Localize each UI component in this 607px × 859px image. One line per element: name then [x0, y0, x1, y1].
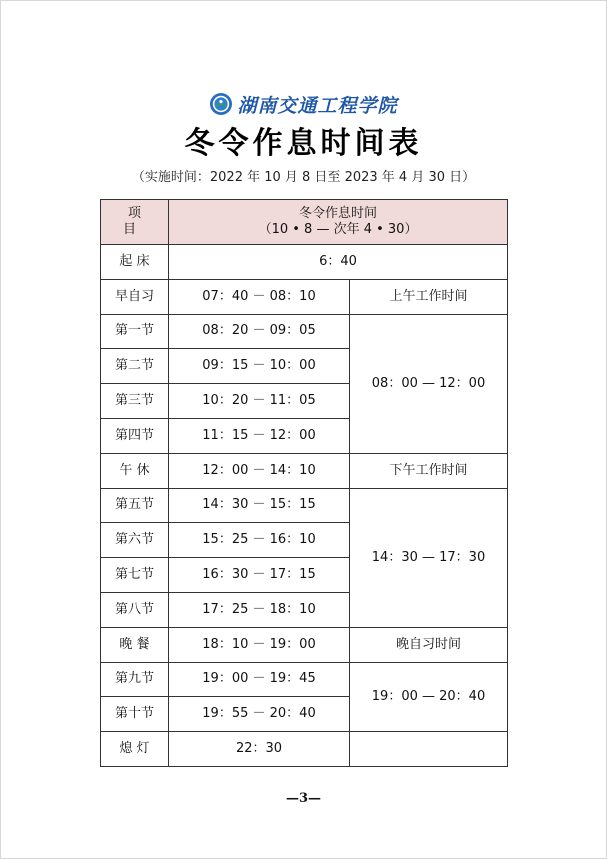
table-row: [101, 627, 508, 662]
row-time: 15：25 － 16：10: [169, 523, 350, 558]
school-emblem-icon: [209, 92, 233, 116]
row-time: 07：40 － 08：10: [169, 279, 350, 314]
row-label: 第五节: [101, 488, 169, 523]
row-time: 10：20 － 11：05: [169, 384, 350, 419]
header-period-cell: [169, 200, 508, 245]
row-time: 09：15 － 10：00: [169, 349, 350, 384]
school-logo: [209, 91, 397, 118]
school-name: 湖南交通工程学院: [237, 94, 398, 117]
table-row: [101, 245, 508, 280]
row-time: 17：25 － 18：10: [169, 592, 350, 627]
school-header: [0, 88, 607, 120]
row-label: 第二节: [101, 349, 169, 384]
row-time: 19：55 － 20：40: [169, 697, 350, 732]
row-time: 16：30 － 17：15: [169, 558, 350, 593]
row-label: 起 床: [101, 245, 169, 280]
row-label: 第八节: [101, 592, 169, 627]
effective-period: （实施时间：2022 年 10 月 8 日至 2023 年 4 月 30 日）: [131, 170, 476, 185]
row-label: 第九节: [101, 662, 169, 697]
row-time: 22：30: [169, 732, 350, 767]
table-row: [101, 453, 508, 488]
table-row: [101, 732, 508, 767]
page-title: 冬令作息时间表: [184, 126, 423, 161]
table-header-row: [101, 200, 508, 245]
table-row: [101, 279, 508, 314]
work-time-heading: 下午工作时间: [350, 453, 508, 488]
table-row: [101, 662, 508, 697]
row-label: 第一节: [101, 314, 169, 349]
row-label: 第三节: [101, 384, 169, 419]
header-item-cell: 项 目: [101, 200, 169, 245]
row-time: 19：00 － 19：45: [169, 662, 350, 697]
row-label: 第七节: [101, 558, 169, 593]
header-period-range: （10 • 8 — 次年 4 • 30）: [258, 222, 418, 237]
row-time: 12：00 － 14：10: [169, 453, 350, 488]
work-time-heading: 上午工作时间: [350, 279, 508, 314]
row-time: 6：40: [169, 245, 508, 280]
row-time: 08：20 － 09：05: [169, 314, 350, 349]
schedule-table: [100, 199, 508, 767]
page-number: —3—: [285, 791, 322, 806]
row-label: 第四节: [101, 418, 169, 453]
row-label: 第六节: [101, 523, 169, 558]
row-time: 18：10 － 19：00: [169, 627, 350, 662]
row-label: 早自习: [101, 279, 169, 314]
afternoon-work-time: 14：30 — 17：30: [350, 488, 508, 627]
table-row: [101, 314, 508, 349]
row-time: 11：15 － 12：00: [169, 418, 350, 453]
morning-work-time: 08：00 — 12：00: [350, 314, 508, 453]
row-label: 第十节: [101, 697, 169, 732]
row-label: 熄 灯: [101, 732, 169, 767]
work-time-heading: 晚自习时间: [350, 627, 508, 662]
evening-study-time: 19：00 — 20：40: [350, 662, 508, 732]
header-period-title: 冬令作息时间: [299, 206, 378, 221]
table-row: [101, 488, 508, 523]
row-label: 午 休: [101, 453, 169, 488]
row-label: 晚 餐: [101, 627, 169, 662]
empty-cell: [350, 732, 508, 767]
row-time: 14：30 － 15：15: [169, 488, 350, 523]
